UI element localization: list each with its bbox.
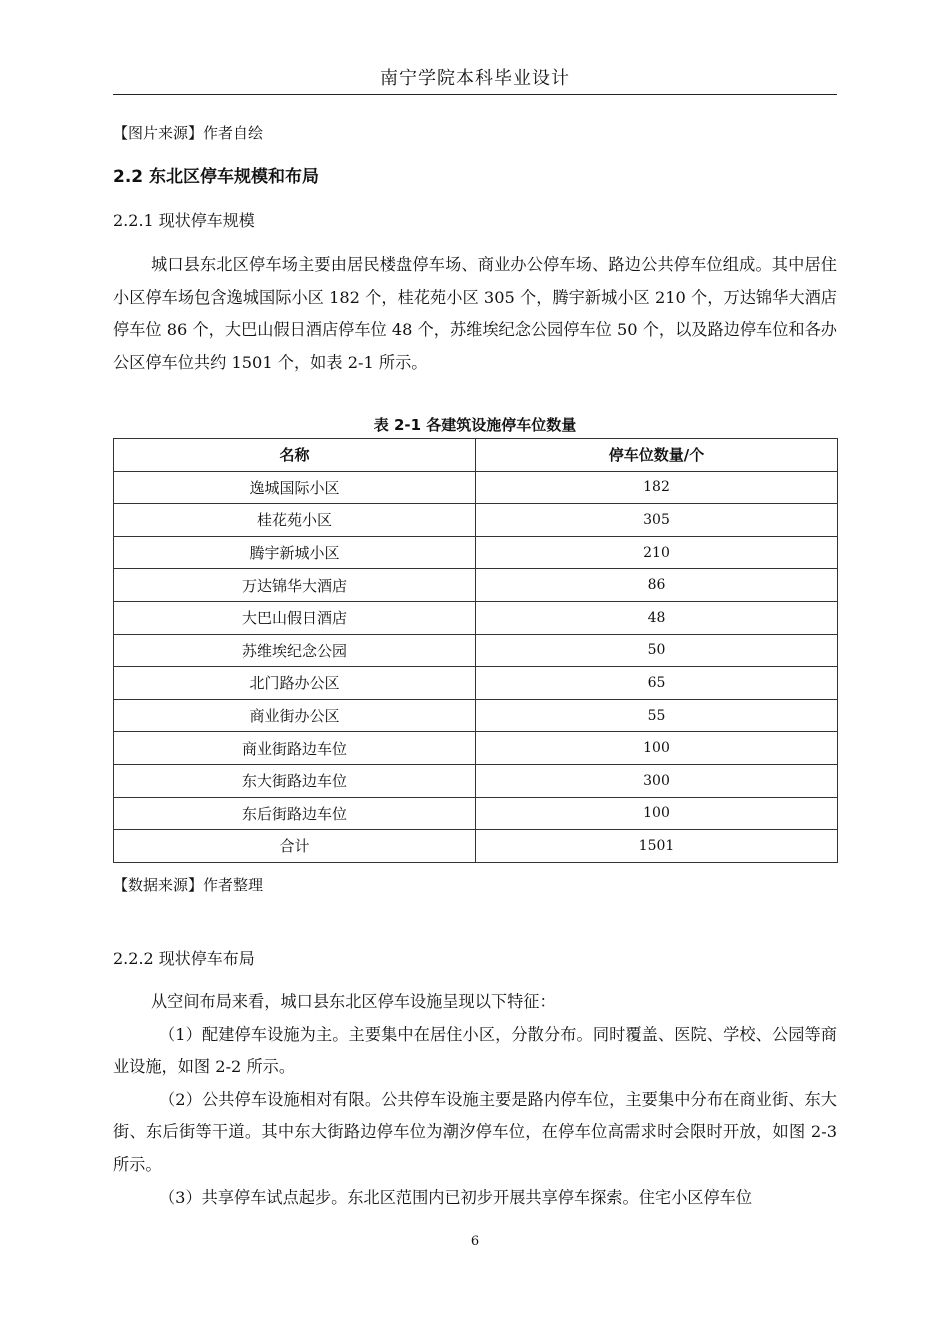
table-row: [114, 601, 838, 634]
cell-name: 商业街办公区: [114, 699, 476, 732]
table-row: [114, 764, 838, 797]
cell-count: 65: [476, 667, 838, 700]
table-row: [114, 699, 838, 732]
table-row: [114, 569, 838, 602]
cell-name: 万达锦华大酒店: [114, 569, 476, 602]
body-paragraph-1: [113, 249, 837, 379]
cell-name: 苏维埃纪念公园: [114, 634, 476, 667]
body-paragraphs-2: [113, 986, 837, 1214]
table-row: [114, 667, 838, 700]
cell-count: 300: [476, 764, 838, 797]
cell-count: 210: [476, 536, 838, 569]
paragraph-item-3: （3）共享停车试点起步。东北区范围内已初步开展共享停车探索。住宅小区停车位: [159, 1187, 753, 1207]
paragraph-item-1: （1）配建停车设施为主。主要集中在居住小区，分散分布。同时覆盖、医院、学校、公园等商业设施，如图 2-2 所示。: [113, 1024, 837, 1077]
header-divider: [113, 94, 837, 95]
cell-name: 腾宇新城小区: [114, 536, 476, 569]
section-heading: 2.2 东北区停车规模和布局: [113, 167, 320, 187]
cell-name: 合计: [114, 830, 476, 863]
paragraph-item-2: （2）公共停车设施相对有限。公共停车设施主要是路内停车位，主要集中分布在商业街、东大街、东后街等干道。其中东大街路边停车位为潮汐停车位，在停车位高需求时会限时开放，如图 2-3 所示。: [113, 1089, 837, 1174]
table-row: [114, 732, 838, 765]
cell-name: 大巴山假日酒店: [114, 601, 476, 634]
cell-count: 182: [476, 471, 838, 504]
column-header-name: 名称: [114, 439, 476, 472]
table-source-note: 【数据来源】作者整理: [113, 876, 264, 894]
table-header-row: [114, 439, 838, 472]
table-row: [114, 536, 838, 569]
table-row: [114, 504, 838, 537]
cell-name: 逸城国际小区: [114, 471, 476, 504]
paragraph-text: 城口县东北区停车场主要由居民楼盘停车场、商业办公停车场、路边公共停车位组成。其中居住小区停车场包含逸城国际小区 182 个，桂花苑小区 305 个，腾宇新城小区 210 个，万达锦华大酒店停车位 86 个，大巴山假日酒店停车位 48 个，苏维埃纪念公园停车位 50 个，以及路边停车位和各办公区停车位共约 1501 个，如表 2-1 所示。: [113, 255, 837, 372]
cell-count: 305: [476, 504, 838, 537]
table-caption: 表 2-1 各建筑设施停车位数量: [373, 416, 577, 434]
column-header-count: 停车位数量/个: [476, 439, 838, 472]
cell-count: 100: [476, 797, 838, 830]
figure-source-note: 【图片来源】作者自绘: [113, 124, 264, 142]
cell-name: 东后街路边车位: [114, 797, 476, 830]
cell-count: 50: [476, 634, 838, 667]
subsection-heading-1: 2.2.1 现状停车规模: [113, 211, 255, 230]
table-row: [114, 797, 838, 830]
table-total-row: [114, 830, 838, 863]
cell-count: 86: [476, 569, 838, 602]
cell-name: 北门路办公区: [114, 667, 476, 700]
cell-count: 55: [476, 699, 838, 732]
cell-name: 东大街路边车位: [114, 764, 476, 797]
cell-count: 48: [476, 601, 838, 634]
paragraph-intro: 从空间布局来看，城口县东北区停车设施呈现以下特征：: [151, 992, 556, 1011]
page-number: 6: [470, 1234, 480, 1249]
parking-table: [113, 438, 838, 863]
table-row: [114, 634, 838, 667]
cell-count: 1501: [476, 830, 838, 863]
cell-count: 100: [476, 732, 838, 765]
page-header: 南宁学院本科毕业设计: [380, 68, 570, 89]
cell-name: 商业街路边车位: [114, 732, 476, 765]
subsection-heading-2: 2.2.2 现状停车布局: [113, 949, 255, 968]
cell-name: 桂花苑小区: [114, 504, 476, 537]
table-row: [114, 471, 838, 504]
